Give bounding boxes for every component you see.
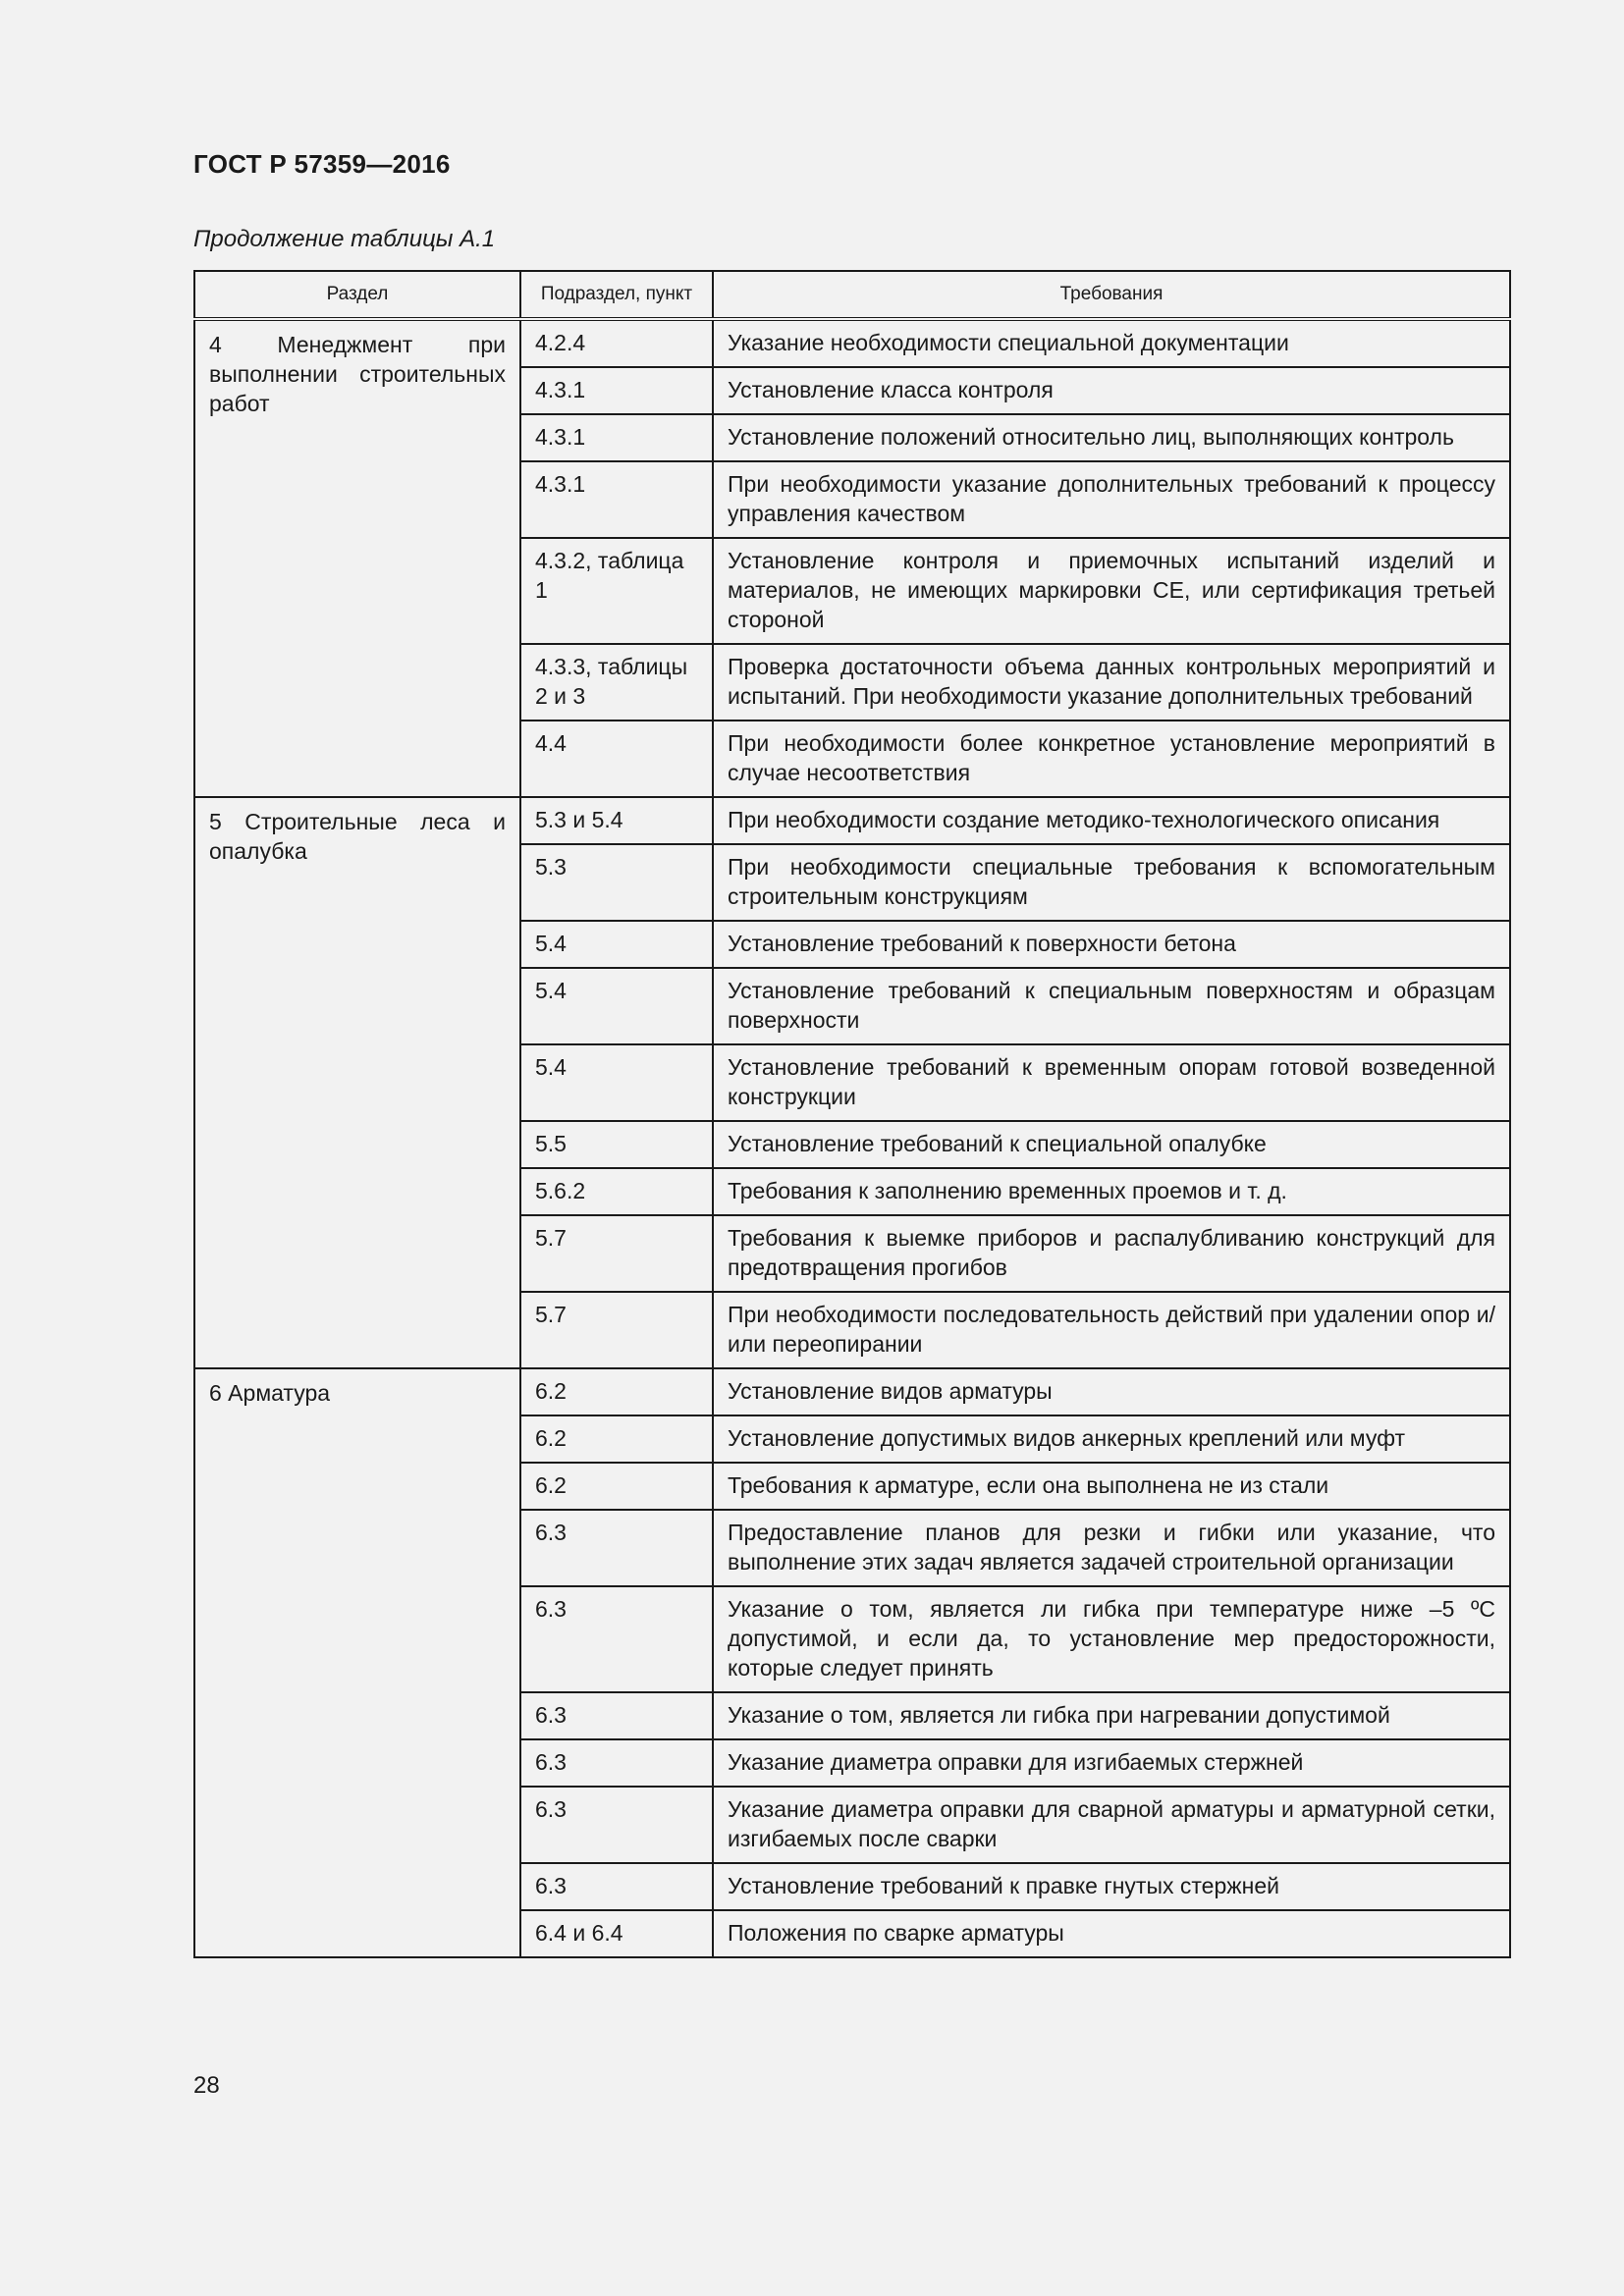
requirement-cell: Указание диаметра оправки для сварной арматуры и арматурной сетки, изгибаемых после сварки [713, 1787, 1510, 1863]
requirement-cell: Требования к заполнению временных проемов и т. д. [713, 1168, 1510, 1215]
requirement-cell: Указание диаметра оправки для изгибаемых стержней [713, 1739, 1510, 1787]
document-code: ГОСТ Р 57359—2016 [193, 149, 451, 179]
requirement-cell: Установление допустимых видов анкерных креплений или муфт [713, 1415, 1510, 1463]
section-cell: 5 Строительные леса и опалубка [194, 797, 520, 1368]
requirement-cell: При необходимости создание методико-технологического описания [713, 797, 1510, 844]
subsection-cell: 5.7 [520, 1292, 713, 1368]
subsection-cell: 6.3 [520, 1863, 713, 1910]
subsection-cell: 5.3 [520, 844, 713, 921]
requirement-cell: Положения по сварке арматуры [713, 1910, 1510, 1957]
requirement-cell: Установление требований к специальной опалубке [713, 1121, 1510, 1168]
subsection-cell: 6.3 [520, 1739, 713, 1787]
subsection-cell: 5.4 [520, 921, 713, 968]
requirement-cell: Установление требований к правке гнутых стержней [713, 1863, 1510, 1910]
subsection-cell: 5.7 [520, 1215, 713, 1292]
requirement-cell: При необходимости последовательность действий при удалении опор и/или переопирании [713, 1292, 1510, 1368]
subsection-cell: 4.3.1 [520, 461, 713, 538]
subsection-cell: 4.3.1 [520, 367, 713, 414]
page-number: 28 [193, 2072, 220, 2099]
subsection-cell: 5.4 [520, 1044, 713, 1121]
section-cell: 4 Менеджмент при выполнении строительных работ [194, 319, 520, 797]
subsection-cell: 5.4 [520, 968, 713, 1044]
subsection-cell: 5.5 [520, 1121, 713, 1168]
requirement-cell: При необходимости специальные требования к вспомогательным строительным конструкциям [713, 844, 1510, 921]
subsection-cell: 4.3.1 [520, 414, 713, 461]
requirement-cell: Установление требований к специальным поверхностям и образцам поверхности [713, 968, 1510, 1044]
section-cell: 6 Арматура [194, 1368, 520, 1957]
subsection-cell: 6.2 [520, 1463, 713, 1510]
column-header-requirements: Требования [713, 271, 1510, 319]
subsection-cell: 6.4 и 6.4 [520, 1910, 713, 1957]
subsection-cell: 6.3 [520, 1787, 713, 1863]
subsection-cell: 5.3 и 5.4 [520, 797, 713, 844]
requirement-cell: Указание о том, является ли гибка при температуре ниже –5 ºС допустимой, и если да, то установление мер предосторожности, которые следует принять [713, 1586, 1510, 1692]
requirement-cell: Предоставление планов для резки и гибки или указание, что выполнение этих задач является задачей строительной организации [713, 1510, 1510, 1586]
requirement-cell: При необходимости указание дополнительных требований к процессу управления качеством [713, 461, 1510, 538]
subsection-cell: 4.3.2, таблица 1 [520, 538, 713, 644]
requirement-cell: Установление контроля и приемочных испытаний изделий и материалов, не имеющих маркировки СЕ, или сертификация третьей стороной [713, 538, 1510, 644]
requirement-cell: Указание о том, является ли гибка при нагревании допустимой [713, 1692, 1510, 1739]
requirement-cell: При необходимости более конкретное установление мероприятий в случае несоответствия [713, 721, 1510, 797]
requirement-cell: Установление положений относительно лиц, выполняющих контроль [713, 414, 1510, 461]
table-caption: Продолжение таблицы А.1 [193, 226, 496, 252]
requirement-cell: Требования к арматуре, если она выполнена не из стали [713, 1463, 1510, 1510]
subsection-cell: 6.3 [520, 1510, 713, 1586]
subsection-cell: 6.3 [520, 1586, 713, 1692]
column-header-subsection: Подраздел, пункт [520, 271, 713, 319]
subsection-cell: 5.6.2 [520, 1168, 713, 1215]
subsection-cell: 6.3 [520, 1692, 713, 1739]
subsection-cell: 4.2.4 [520, 319, 713, 367]
header-row [194, 271, 1510, 319]
subsection-cell: 4.4 [520, 721, 713, 797]
subsection-cell: 6.2 [520, 1415, 713, 1463]
requirement-cell: Установление требований к поверхности бетона [713, 921, 1510, 968]
table-header [194, 271, 1510, 319]
requirements-table [193, 270, 1511, 1958]
table-row [194, 319, 1510, 367]
requirement-cell: Установление требований к временным опорам готовой возведенной конструкции [713, 1044, 1510, 1121]
subsection-cell: 6.2 [520, 1368, 713, 1415]
table-body [194, 319, 1510, 1957]
requirement-cell: Установление класса контроля [713, 367, 1510, 414]
requirement-cell: Проверка достаточности объема данных контрольных мероприятий и испытаний. При необходимости указание дополнительных требований [713, 644, 1510, 721]
requirement-cell: Установление видов арматуры [713, 1368, 1510, 1415]
subsection-cell: 4.3.3, таблицы 2 и 3 [520, 644, 713, 721]
requirement-cell: Требования к выемке приборов и распалубливанию конструкций для предотвращения прогибов [713, 1215, 1510, 1292]
requirement-cell: Указание необходимости специальной документации [713, 319, 1510, 367]
table-row [194, 1368, 1510, 1415]
table-row [194, 797, 1510, 844]
column-header-section: Раздел [194, 271, 520, 319]
